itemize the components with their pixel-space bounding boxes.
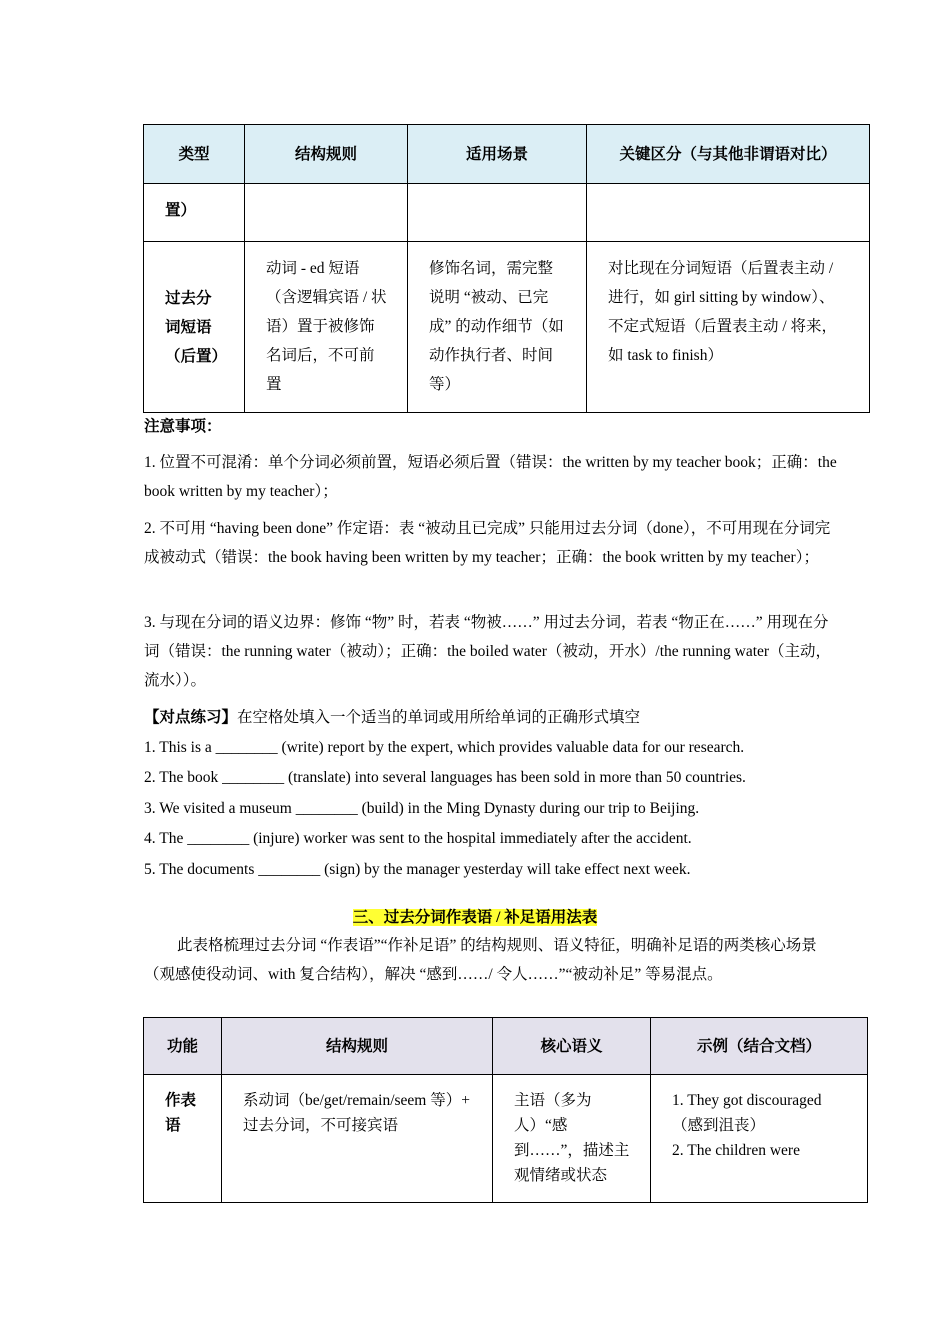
cell-scene: 修饰名词，需完整说明 “被动、已完成” 的动作细节（如动作执行者、时间等） — [408, 242, 587, 413]
cell-difference: 对比现在分词短语（后置表主动 / 进行，如 girl sitting by window）、不定式短语（后置表主动 / 将来，如 task to finish） — [587, 242, 870, 413]
note-item-3: 3. 与现在分词的语义边界：修饰 “物” 时，若表 “物被……” 用过去分词，若表 “物正在……” 用现在分词（错误：the running water（被动）；正确：the boiled water（被动，开水）/the running water（主动，流水））。 — [144, 614, 832, 689]
header-rule: 结构规则 — [245, 125, 408, 184]
table-row — [144, 242, 870, 413]
note-item-1: 1. 位置不可混淆：单个分词必须前置，短语必须后置（错误：the written by my teacher book；正确：the book written by my teacher）； — [144, 454, 837, 500]
header-rule: 结构规则 — [222, 1018, 493, 1075]
header-difference: 关键区分（与其他非谓语对比） — [587, 125, 870, 184]
table-row — [144, 184, 870, 242]
exercise-item-5: 5. The documents ________ (sign) by the manager yesterday will take effect next week. — [144, 861, 691, 878]
header-type: 类型 — [144, 125, 245, 184]
example-line-2: 2. The children were — [672, 1142, 800, 1159]
cell-difference — [587, 184, 870, 242]
exercise-item-2: 2. The book ________ (translate) into several languages has been sold in more than 50 countries. — [144, 769, 746, 786]
section-heading — [0, 905, 950, 927]
cell-scene — [408, 184, 587, 242]
cell-rule: 动词 - ed 短语（含逻辑宾语 / 状语）置于被修饰名词后，不可前置 — [245, 242, 408, 413]
header-scene: 适用场景 — [408, 125, 587, 184]
cell-function: 作表语 — [144, 1075, 222, 1203]
participle-attribute-table — [143, 124, 870, 413]
cell-rule: 系动词（be/get/remain/seem 等）+ 过去分词，不可接宾语 — [222, 1075, 493, 1203]
predicative-complement-table — [143, 1017, 868, 1203]
header-function: 功能 — [144, 1018, 222, 1075]
exercise-item-4: 4. The ________ (injure) worker was sent to the hospital immediately after the accident. — [144, 830, 692, 847]
exercise-title — [144, 703, 844, 732]
section-intro: 此表格梳理过去分词 “作表语”“作补足语” 的结构规则、语义特征，明确补足语的两类核心场景（观感使役动词、with 复合结构），解决 “感到……/ 令人……”“被动补足” 等易混点。 — [144, 937, 817, 983]
cell-example — [651, 1075, 868, 1203]
example-line-1: 1. They got discouraged（感到沮丧） — [672, 1092, 822, 1134]
header-example: 示例（结合文档） — [651, 1018, 868, 1075]
exercise-item-1: 1. This is a ________ (write) report by the expert, which provides valuable data for our research. — [144, 739, 745, 756]
exercise-instruction: 在空格处填入一个适当的单词或用所给单词的正确形式填空 — [237, 709, 641, 726]
exercise-item-3: 3. We visited a museum ________ (build) in the Ming Dynasty during our trip to Beijing. — [144, 800, 700, 817]
table-row — [144, 1075, 868, 1203]
cell-type: 过去分词短语（后置） — [144, 242, 245, 413]
table-header-row — [144, 125, 870, 184]
cell-type: 置） — [144, 184, 245, 242]
section-heading-text: 三、过去分词作表语 / 补足语用法表 — [352, 909, 598, 926]
notes-title: 注意事项： — [144, 418, 222, 435]
header-meaning: 核心语义 — [493, 1018, 651, 1075]
table-header-row — [144, 1018, 868, 1075]
cell-rule — [245, 184, 408, 242]
note-item-2: 2. 不可用 “having been done” 作定语：表 “被动且已完成” 只能用过去分词（done），不可用现在分词完成被动式（错误：the book having been written by my teacher；正确：the book written by my teacher）； — [144, 520, 831, 566]
exercise-label: 【对点练习】 — [144, 709, 238, 726]
cell-meaning: 主语（多为人）“感到……”，描述主观情绪或状态 — [493, 1075, 651, 1203]
